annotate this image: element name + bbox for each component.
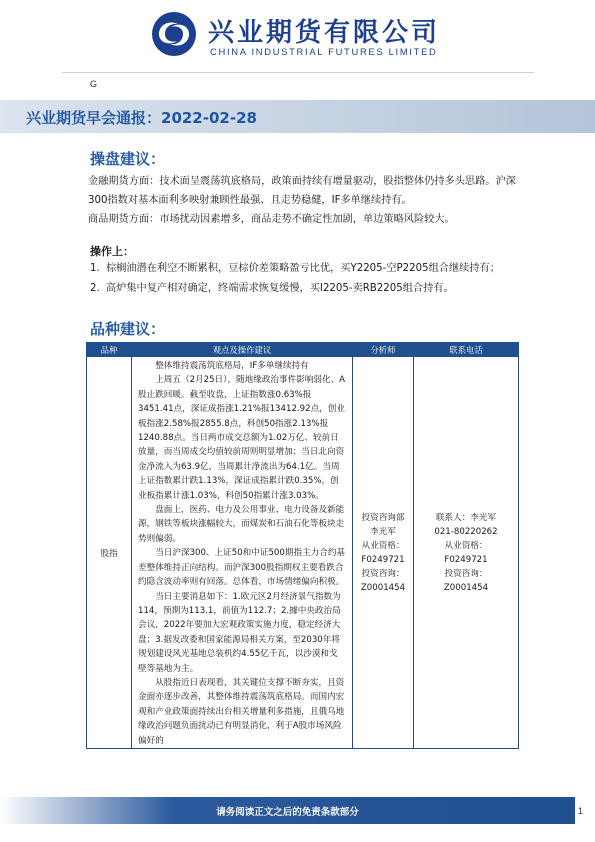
cell-contact xyxy=(414,357,519,749)
list-item xyxy=(90,259,530,279)
column-header-analyst: 分析师 xyxy=(353,343,414,357)
contact-person: 联系人：李光军 xyxy=(435,512,497,523)
ops-advice-commodity: 商品期货方面：市场扰动因素增多，商品走势不确定性加剧，单边策略风险较大。 xyxy=(88,214,455,225)
contact-qual-label: 从业资格： xyxy=(444,540,488,551)
view-summary: 整体维持震荡筑底格局，IF多单继续持有 xyxy=(155,361,309,371)
list-item-number: 2. xyxy=(90,283,100,294)
title-banner xyxy=(0,100,595,133)
company-logo-icon xyxy=(150,10,198,58)
variety-table xyxy=(86,342,519,749)
page-number: 1 xyxy=(578,806,584,816)
footer-bar xyxy=(0,797,575,824)
company-name-en: CHINA INDUSTRIAL FUTURES LIMITED xyxy=(210,46,438,57)
header-divider xyxy=(62,72,534,73)
analyst-dept: 投资咨询部 xyxy=(361,512,405,523)
list-item xyxy=(90,279,530,299)
view-paragraph: 当日沪深300、上证50和中证500期指主力合约基差整体维持正向结构。而沪深300股指期权主要看跌合约隐含波动率则有回落。总体看，市场情绪偏向积极。 xyxy=(138,548,346,588)
header-mark: G xyxy=(90,79,98,89)
analyst-consult-label: 投资咨询： xyxy=(361,568,405,579)
company-name-cn: 兴业期货有限公司 xyxy=(208,18,441,48)
report-title: 兴业期货早会通报：2022-02-28 xyxy=(26,109,257,127)
ops-advice-heading: 操盘建议： xyxy=(90,150,166,168)
table-header-row xyxy=(87,343,519,357)
column-header-contact: 联系电话 xyxy=(414,343,519,357)
view-paragraph: 上周五（2月25日），随地缘政治事件影响弱化、A股止跌回暖。截至收盘，上证指数涨0.63%报3451.41点，深证成指涨1.21%报13412.92点，创业板指涨2.58%报2855.8点，科创50指涨2.13%报1240.88点。当日两市成交总额为1.02万亿、较前日放量，而当周成交均值较前周则明显增加；当日北向资金净流入为63.9亿，当周累计净流出为64.1亿。当周上证指数累计跌1.13%，深证成指累计跌0.35%，创业板指累计涨1.03%，科创50指累计涨3.03%。 xyxy=(138,375,346,501)
ops-advice-body xyxy=(88,172,518,229)
cell-analyst xyxy=(353,357,414,749)
analyst-consult-no: Z0001454 xyxy=(360,582,406,593)
contact-phone: 021-80220262 xyxy=(434,526,498,537)
column-header-kind: 品种 xyxy=(87,343,132,357)
company-logo xyxy=(150,10,450,60)
cell-kind: 股指 xyxy=(87,357,132,749)
contact-consult-label: 投资咨询： xyxy=(444,568,488,579)
cell-view xyxy=(132,357,353,749)
analyst-name: 李光军 xyxy=(370,526,396,537)
contact-qual-no: F0249721 xyxy=(444,554,488,565)
footer-disclaimer: 请务阅读正文之后的免责条款部分 xyxy=(216,807,359,818)
variety-advice-heading: 品种建议： xyxy=(90,320,166,338)
view-paragraph: 盘面上，医药、电力及公用事业、电力设备及新能源，钢铁等板块涨幅较大，而煤炭和石油石化等板块走势则偏弱。 xyxy=(138,505,345,544)
ops-advice-financial: 金融期货方面：技术面呈震荡筑底格局，政策面持续有增量驱动，股指整体仍持多头思路。沪深300指数对基本面利多映射兼顾性最强、且走势稳健，IF多单继续持有。 xyxy=(88,176,516,206)
contact-consult-no: Z0001454 xyxy=(443,582,489,593)
operations-list xyxy=(90,259,530,299)
analyst-qual-label: 从业资格： xyxy=(361,540,405,551)
list-item-text: 棕榈油潜在利空不断累积，豆棕价差策略盈亏比优，买Y2205-空P2205组合继续持有； xyxy=(106,263,500,274)
analyst-qual-no: F0249721 xyxy=(361,554,405,565)
list-item-number: 1. xyxy=(90,263,100,274)
view-paragraph: 从股指近日表现看，其关键位支撑不断夯实，且资金面亦逐步改善，其整体维持震荡筑底格局。而国内宏观和产业政策面持续出台相关增量利多措施，且俄乌地缘政治问题负面扰动已有明显消化，利于A股市场风险偏好的 xyxy=(138,677,345,746)
list-item-text: 高炉集中复产相对确定，终端需求恢复缓慢，买I2205-卖RB2205组合持有。 xyxy=(106,283,454,294)
column-header-view: 观点及操作建议 xyxy=(132,343,353,357)
view-paragraph: 当日主要消息如下：1.欧元区2月经济景气指数为114，预期为113.1，前值为112.7；2.據中央政治局会议，2022年要加大宏观政策实施力度，稳定经济大盘；3.据发改委和国家能源局相关方案，至2030年将规划建设风光基地总装机约4.55亿千瓦，以沙漠和戈壁等基地为主。 xyxy=(138,591,341,674)
operations-title: 操作上： xyxy=(90,245,134,258)
table-row xyxy=(87,357,519,749)
